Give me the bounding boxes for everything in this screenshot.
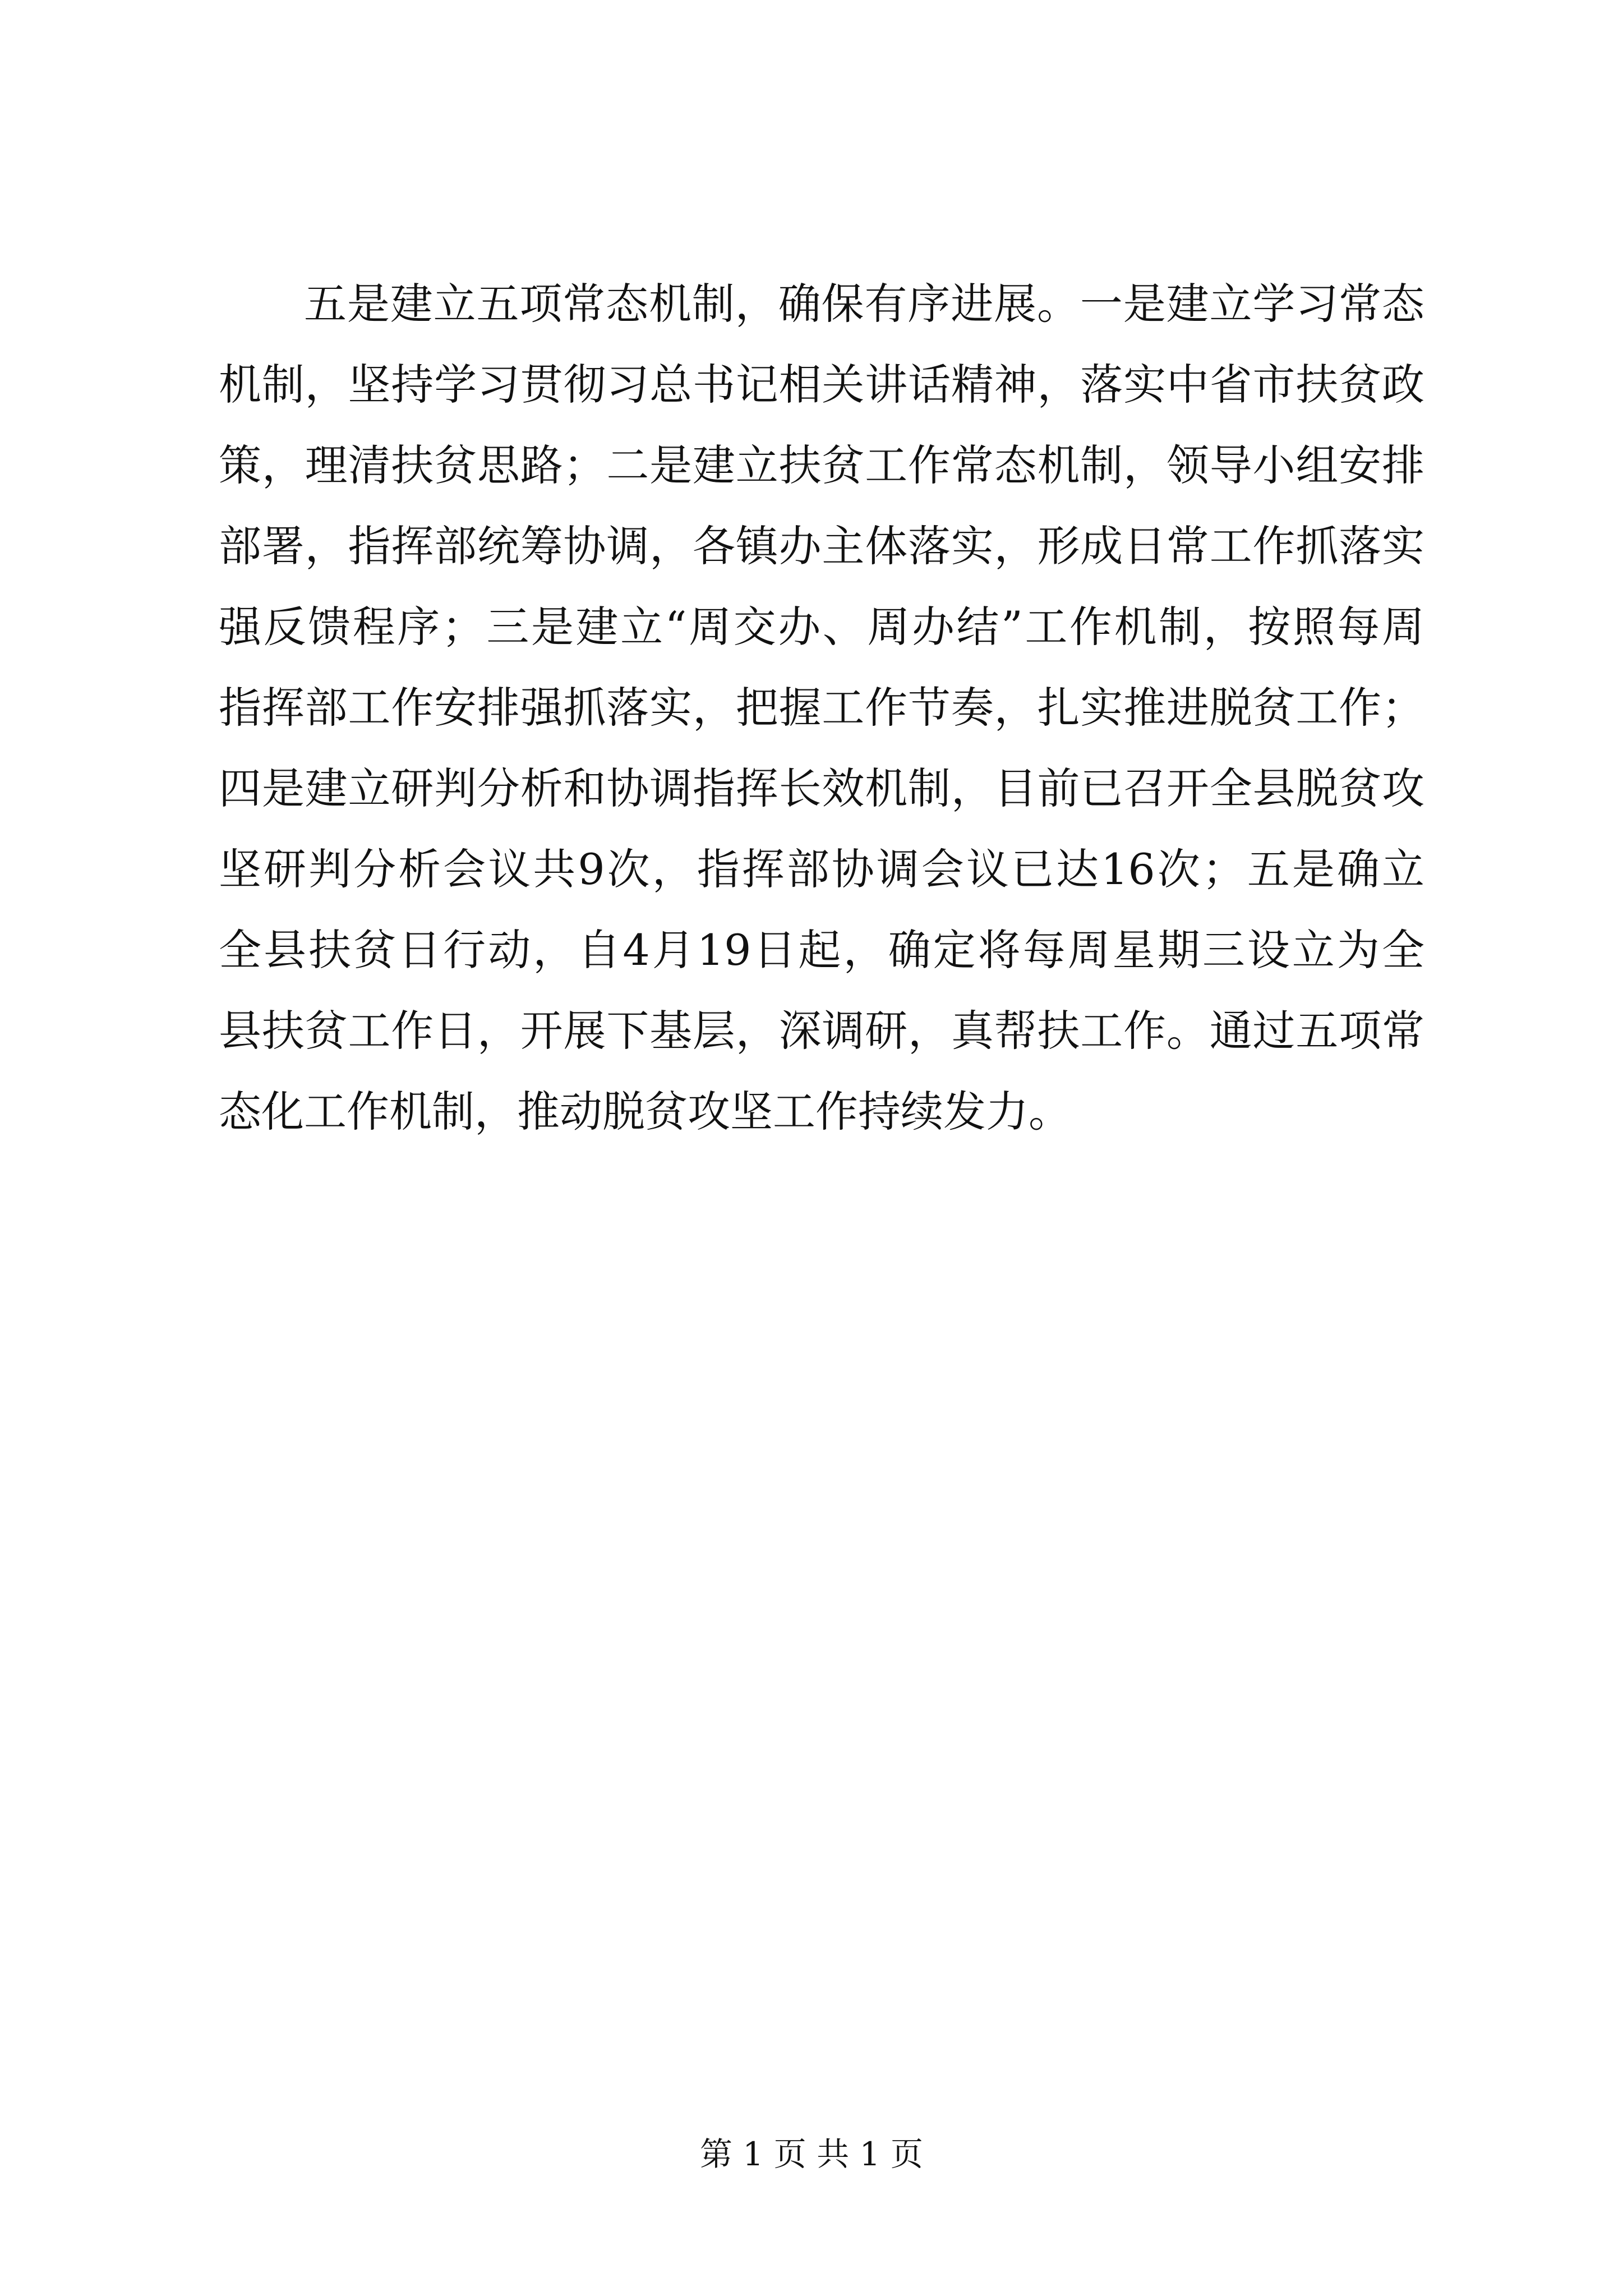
page-footer	[0, 2132, 1623, 2177]
paragraph-line: 强反馈程序；三是建立“周交办、周办结”工作机制，按照每周	[219, 602, 1424, 652]
body-paragraph	[219, 264, 1424, 1152]
paragraph-line: 五是建立五项常态机制，确保有序进展。一是建立学习常态	[304, 279, 1424, 329]
paragraph-line: 全县扶贫日行动，自4月19日起，确定将每周星期三设立为全	[219, 925, 1424, 975]
paragraph-line: 部署，指挥部统筹协调，各镇办主体落实，形成日常工作抓落实	[219, 521, 1424, 571]
paragraph-line: 机制，坚持学习贯彻习总书记相关讲话精神，落实中省市扶贫政	[219, 360, 1424, 409]
paragraph-line: 指挥部工作安排强抓落实，把握工作节奏，扎实推进脱贫工作；	[219, 683, 1424, 733]
paragraph-line: 四是建立研判分析和协调指挥长效机制，目前已召开全县脱贫攻	[219, 763, 1424, 813]
paragraph-line: 县扶贫工作日，开展下基层，深调研，真帮扶工作。通过五项常	[219, 1006, 1424, 1056]
paragraph-line: 态化工作机制，推动脱贫攻坚工作持续发力。	[219, 1087, 1071, 1137]
page-number-label: 第 1 页 共 1 页	[700, 2135, 923, 2173]
paragraph-line: 坚研判分析会议共9次，指挥部协调会议已达16次；五是确立	[219, 844, 1424, 894]
paragraph-line: 策，理清扶贫思路；二是建立扶贫工作常态机制，领导小组安排	[219, 440, 1424, 490]
